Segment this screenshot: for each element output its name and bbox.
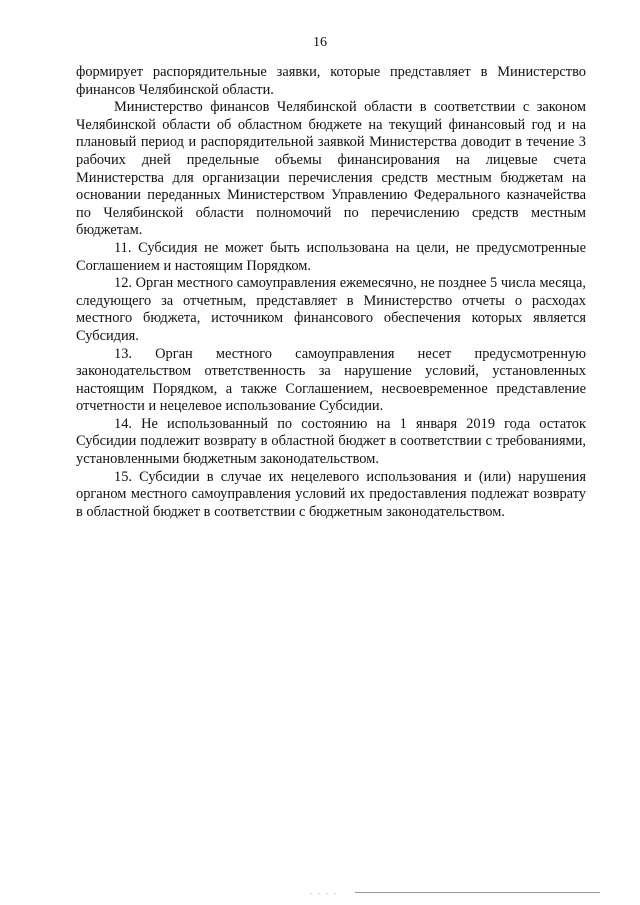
paragraph-continuation: формирует распорядительные заявки, которые представляет в Министерство финансов Челябинской области. [76,64,586,98]
paragraph-item-12: 12. Орган местного самоуправления ежемесячно, не позднее 5 числа месяца, следующего за отчетным, представляет в Министерство отчеты о расходах местного бюджета, источником финансового обеспечения которых является Субсидия. [76,275,586,344]
paragraph-item-13: 13. Орган местного самоуправления несет предусмотренную законодательством ответственность за нарушение условий, установленных настоящим Порядком, а также Соглашением, несвоевременное представление отчетности и нецелевое использование Субсидии. [76,345,586,415]
bottom-divider [355,892,600,893]
paragraph-ministry-finance: Министерство финансов Челябинской области в соответствии с законом Челябинской области об областном бюджете на текущий финансовый год и на плановый период и распорядительной заявкой Министерства доводит в течение 3 рабочих дней предельные объемы финансирования на лицевые счета Министерства для организации перечисления средств местным бюджетам на основании переданных Министерством Управлению Федерального казначейства по Челябинской области полномочий по перечислению средств местным бюджетам. [76,99,586,239]
page-number: 16 [313,35,327,50]
paragraph-item-11: 11. Субсидия не может быть использована на цели, не предусмотренные Соглашением и настоящим Порядком. [76,239,586,274]
scan-artifact-dots: . . . . [310,887,338,896]
document-body [76,64,586,521]
paragraph-item-14: 14. Не использованный по состоянию на 1 января 2019 года остаток Субсидии подлежит возврату в областной бюджет в соответствии с требованиями, установленными бюджетным законодательством. [76,415,586,468]
paragraph-item-15: 15. Субсидии в случае их нецелевого использования и (или) нарушения органом местного самоуправления условий их предоставления подлежат возврату в областной бюджет в соответствии с бюджетным законодательством. [76,468,586,520]
